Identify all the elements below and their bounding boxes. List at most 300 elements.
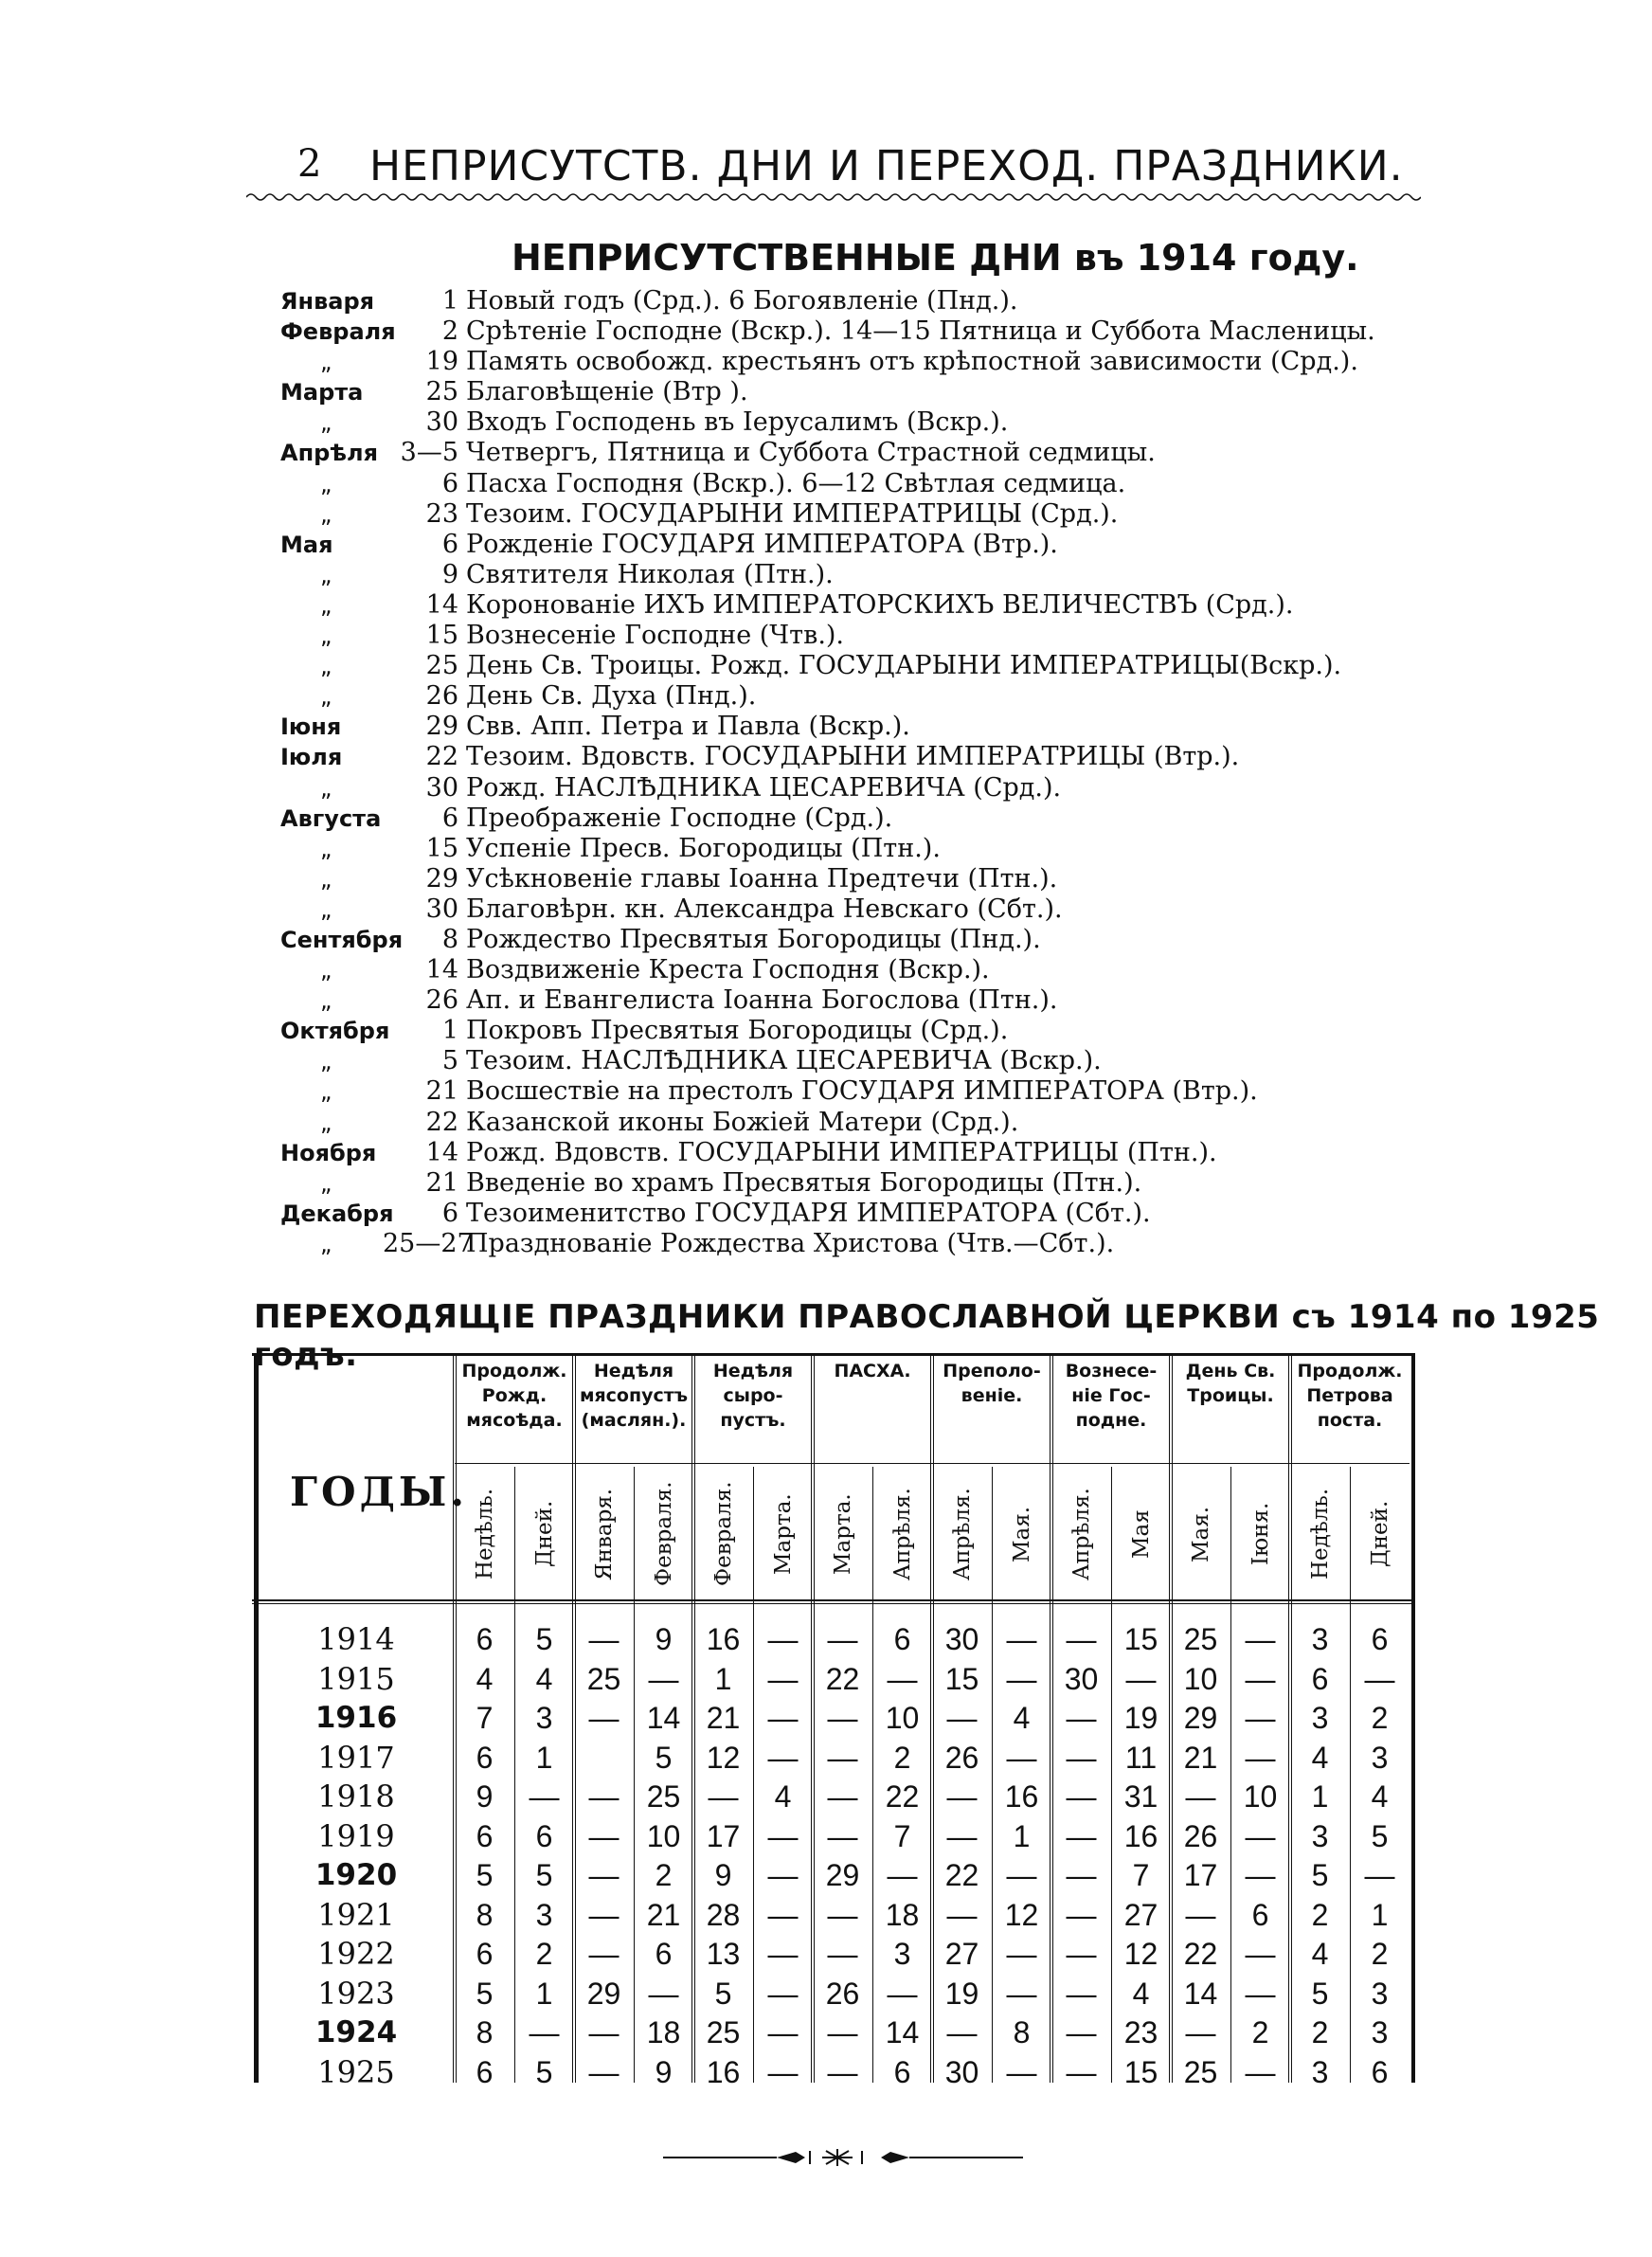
table-cell: 15 bbox=[1123, 1622, 1158, 1656]
table-cell: 3 bbox=[893, 1937, 911, 1971]
table-cell: 25 bbox=[586, 1661, 621, 1696]
nonworking-day: 14 bbox=[425, 1137, 458, 1167]
nonworking-day: 26 bbox=[425, 985, 458, 1016]
group-header-rule bbox=[1171, 1463, 1290, 1464]
table-cell: — bbox=[1066, 1858, 1097, 1892]
nonworking-day: 19 bbox=[425, 347, 458, 377]
group-header-rule bbox=[1051, 1463, 1171, 1464]
nonworking-month: „ bbox=[320, 1230, 332, 1257]
table-cell: 5 bbox=[1311, 1858, 1329, 1892]
table-cell: — bbox=[588, 1897, 620, 1932]
table-cell: 2 bbox=[1251, 2015, 1269, 2049]
nonworking-day: 2 bbox=[441, 316, 458, 347]
nonworking-day: 25 bbox=[425, 377, 458, 407]
table-cell: — bbox=[1066, 1976, 1097, 2011]
nonworking-row bbox=[280, 407, 1464, 438]
year-cell: 1919 bbox=[317, 1817, 395, 1854]
table-cell: — bbox=[1006, 1661, 1037, 1696]
table-cell: 30 bbox=[944, 1622, 979, 1656]
nonworking-month: „ bbox=[320, 1109, 332, 1136]
nonworking-description: Четвергъ, Пятница и Суббота Страстной седмицы. bbox=[466, 438, 1156, 468]
nonworking-description: Срѣтеніе Господне (Вскр.). 14—15 Пятница и Суббота Масленицы. bbox=[466, 316, 1375, 347]
table-cell: 6 bbox=[893, 1622, 911, 1656]
subcolumn-header: Дней. bbox=[531, 1500, 557, 1568]
nonworking-description: Пасха Господня (Вскр.). 6—12 Свѣтлая седмица. bbox=[466, 468, 1126, 498]
table-cell: 12 bbox=[1004, 1897, 1039, 1932]
table-cell: 3 bbox=[1311, 1622, 1329, 1656]
subcolumn-header: Мая. bbox=[1009, 1506, 1034, 1562]
table-cell: 14 bbox=[885, 2015, 920, 2049]
subcolumn-header: Недѣль. bbox=[472, 1488, 497, 1580]
nonworking-month: „ bbox=[320, 623, 332, 650]
table-cell: — bbox=[1185, 1897, 1216, 1932]
table-cell: — bbox=[1066, 1897, 1097, 1932]
nonworking-description: Тезоим. Вдовств. ГОСУДАРЫНИ ИМПЕРАТРИЦЫ (Втр.). bbox=[466, 742, 1240, 772]
year-cell: 1923 bbox=[317, 1975, 395, 2012]
table-cell: 17 bbox=[1183, 1858, 1218, 1892]
table-cell: 9 bbox=[655, 1622, 673, 1656]
table-cell: 9 bbox=[655, 2054, 673, 2089]
table-cell: — bbox=[767, 1622, 799, 1656]
table-top-border bbox=[252, 1353, 1415, 1356]
table-cell: 16 bbox=[1123, 1818, 1158, 1853]
table-cell: — bbox=[529, 1779, 560, 1814]
table-cell: — bbox=[827, 1937, 858, 1971]
table-cell: 5 bbox=[476, 1976, 494, 2011]
nonworking-month: Іюня bbox=[280, 713, 342, 741]
nonworking-month: Февраля bbox=[280, 318, 396, 346]
nonworking-month: Августа bbox=[280, 804, 382, 832]
group-header-rule bbox=[455, 1463, 574, 1464]
table-cell: 4 bbox=[1311, 1740, 1329, 1775]
table-cell: 6 bbox=[476, 1937, 494, 1971]
nonworking-day: 14 bbox=[425, 955, 458, 985]
nonworking-day: 9 bbox=[441, 559, 458, 589]
table-cell: — bbox=[1006, 1740, 1037, 1775]
nonworking-description: Свв. Апп. Петра и Павла (Вскр.). bbox=[466, 712, 910, 742]
nonworking-month: Мая bbox=[280, 531, 333, 558]
nonworking-month: „ bbox=[320, 987, 332, 1015]
nonworking-row bbox=[280, 803, 1464, 834]
table-cell: — bbox=[767, 1701, 799, 1735]
table-cell: 2 bbox=[1371, 1701, 1389, 1735]
table-cell: — bbox=[946, 1779, 978, 1814]
table-cell: — bbox=[1245, 1701, 1276, 1735]
nonworking-day: 22 bbox=[425, 1107, 458, 1137]
year-cell: 1917 bbox=[317, 1739, 395, 1776]
table-cell: 5 bbox=[535, 2054, 553, 2089]
wavy-rule bbox=[246, 191, 1421, 203]
year-cell: 1914 bbox=[317, 1621, 395, 1657]
table-cell: — bbox=[1185, 1779, 1216, 1814]
nonworking-month: „ bbox=[320, 591, 332, 619]
subcolumn-header: Апрѣля. bbox=[949, 1488, 975, 1580]
table-cell: 1 bbox=[714, 1661, 732, 1696]
table-cell: — bbox=[1066, 1622, 1097, 1656]
table-cell: 7 bbox=[893, 1818, 911, 1853]
nonworking-row bbox=[280, 1138, 1464, 1168]
nonworking-row bbox=[280, 834, 1464, 864]
nonworking-row bbox=[280, 1046, 1464, 1076]
nonworking-description: Успеніе Пресв. Богородицы (Птн.). bbox=[466, 833, 941, 863]
nonworking-day: 25 bbox=[425, 651, 458, 681]
table-cell: — bbox=[946, 1701, 978, 1735]
nonworking-month: „ bbox=[320, 470, 332, 497]
table-cell: 1 bbox=[1013, 1818, 1031, 1853]
table-cell: — bbox=[1245, 1661, 1276, 1696]
nonworking-title: НЕПРИСУТСТВЕННЫЕ ДНИ въ 1914 году. bbox=[512, 237, 1359, 279]
nonworking-month: „ bbox=[320, 835, 332, 862]
running-title: НЕПРИСУТСТВ. ДНИ И ПЕРЕХОД. ПРАЗДНИКИ. bbox=[369, 142, 1404, 190]
subcolumn-header: Мая bbox=[1128, 1509, 1154, 1559]
table-cell: 5 bbox=[476, 1858, 494, 1892]
table-cell: 16 bbox=[706, 2054, 741, 2089]
nonworking-description: Память освобожд. крестьянъ отъ крѣпостной зависимости (Срд.). bbox=[466, 347, 1358, 377]
group-header-rule bbox=[932, 1463, 1051, 1464]
table-cell: 30 bbox=[1064, 1661, 1099, 1696]
table-cell: — bbox=[827, 1701, 858, 1735]
nonworking-description: Ап. и Евангелиста Іоанна Богослова (Птн.). bbox=[466, 985, 1058, 1016]
table-cell: 22 bbox=[885, 1779, 920, 1814]
group-header-rule bbox=[813, 1463, 932, 1464]
table-cell: 4 bbox=[535, 1661, 553, 1696]
nonworking-row bbox=[280, 985, 1464, 1016]
table-cell: — bbox=[1185, 2015, 1216, 2049]
nonworking-description: Рожд. Вдовств. ГОСУДАРЫНИ ИМПЕРАТРИЦЫ (Птн.). bbox=[466, 1137, 1217, 1167]
nonworking-row bbox=[280, 925, 1464, 955]
nonworking-row bbox=[280, 955, 1464, 985]
table-cell: 5 bbox=[714, 1976, 732, 2011]
table-cell: — bbox=[588, 1937, 620, 1971]
table-cell: — bbox=[827, 2054, 858, 2089]
table-cell: 8 bbox=[1013, 2015, 1031, 2049]
nonworking-month: Марта bbox=[280, 379, 364, 406]
group-header-rule bbox=[574, 1463, 693, 1464]
table-cell: 14 bbox=[1183, 1976, 1218, 2011]
nonworking-description: Усѣкновеніе главы Іоанна Предтечи (Птн.). bbox=[466, 863, 1058, 894]
nonworking-list bbox=[280, 286, 1464, 1259]
nonworking-description: Воздвиженіе Креста Господня (Вскр.). bbox=[466, 955, 990, 985]
nonworking-row bbox=[280, 1168, 1464, 1199]
table-cell: 8 bbox=[476, 2015, 494, 2049]
nonworking-month: „ bbox=[320, 1169, 332, 1197]
nonworking-row bbox=[280, 286, 1464, 316]
nonworking-day: 25—27 bbox=[383, 1228, 474, 1258]
nonworking-day: 15 bbox=[425, 621, 458, 651]
nonworking-row bbox=[280, 499, 1464, 530]
table-cell: 16 bbox=[1004, 1779, 1039, 1814]
group-header-rule bbox=[1290, 1463, 1410, 1464]
table-cell: 17 bbox=[706, 1818, 741, 1853]
page-number: 2 bbox=[297, 142, 322, 186]
table-cell: 19 bbox=[1123, 1701, 1158, 1735]
table-cell: 26 bbox=[1183, 1818, 1218, 1853]
group-header: Недѣля мясопустъ (маслян.). bbox=[579, 1361, 689, 1431]
table-cell: 19 bbox=[944, 1976, 979, 2011]
table-cell: — bbox=[588, 1818, 620, 1853]
table-cell: — bbox=[529, 2015, 560, 2049]
year-cell: 1918 bbox=[317, 1779, 395, 1815]
table-cell: — bbox=[1245, 1858, 1276, 1892]
table-cell: 6 bbox=[1371, 2054, 1389, 2089]
nonworking-row bbox=[280, 1199, 1464, 1229]
table-cell: — bbox=[1006, 1976, 1037, 2011]
nonworking-row bbox=[280, 712, 1464, 742]
table-cell: 11 bbox=[1124, 1740, 1158, 1775]
nonworking-row bbox=[280, 864, 1464, 894]
table-cell: — bbox=[1125, 1661, 1157, 1696]
nonworking-row bbox=[280, 377, 1464, 407]
nonworking-row bbox=[280, 742, 1464, 772]
table-cell: — bbox=[1006, 1858, 1037, 1892]
table-cell: — bbox=[767, 2054, 799, 2089]
table-cell: 21 bbox=[1183, 1740, 1218, 1775]
group-header: ПАСХА. bbox=[834, 1361, 911, 1381]
table-cell: — bbox=[767, 1937, 799, 1971]
years-header: ГОДЫ. bbox=[290, 1469, 469, 1515]
moveable-feasts-table bbox=[252, 1353, 1415, 2090]
nonworking-row bbox=[280, 347, 1464, 377]
nonworking-month: „ bbox=[320, 1048, 332, 1075]
nonworking-description: Казанской иконы Божіей Матери (Срд.). bbox=[466, 1107, 1019, 1137]
subcolumn-header: Недѣль. bbox=[1307, 1488, 1333, 1580]
year-cell: 1916 bbox=[314, 1701, 398, 1735]
table-cell: 23 bbox=[1123, 2015, 1158, 2049]
table-cell: — bbox=[1245, 2054, 1276, 2089]
table-right-border bbox=[1411, 1353, 1415, 2083]
nonworking-month: „ bbox=[320, 349, 332, 376]
table-cell: — bbox=[1066, 2015, 1097, 2049]
table-cell: 15 bbox=[944, 1661, 979, 1696]
table-cell: — bbox=[1245, 1937, 1276, 1971]
nonworking-month: Октября bbox=[280, 1018, 390, 1045]
table-cell: — bbox=[887, 1976, 918, 2011]
table-cell: 6 bbox=[1371, 1622, 1389, 1656]
nonworking-month: Января bbox=[280, 288, 375, 315]
table-cell: 6 bbox=[1251, 1897, 1269, 1932]
table-cell: 26 bbox=[825, 1976, 860, 2011]
table-cell: 5 bbox=[1371, 1818, 1389, 1853]
table-cell: 3 bbox=[1371, 2015, 1389, 2049]
nonworking-day: 15 bbox=[425, 833, 458, 863]
table-cell: 25 bbox=[1183, 1622, 1218, 1656]
table-cell: — bbox=[946, 1818, 978, 1853]
table-cell: — bbox=[1066, 1740, 1097, 1775]
table-cell: 3 bbox=[1371, 1976, 1389, 2011]
year-cell: 1925 bbox=[317, 2053, 395, 2090]
subcolumn-header: Февраля. bbox=[651, 1481, 676, 1587]
nonworking-description: Тезоименитство ГОСУДАРЯ ИМПЕРАТОРА (Сбт.). bbox=[466, 1198, 1151, 1228]
nonworking-day: 30 bbox=[425, 407, 458, 438]
table-cell: 22 bbox=[825, 1661, 860, 1696]
subcolumn-header: Апрѣля. bbox=[1068, 1488, 1094, 1580]
nonworking-month: „ bbox=[320, 1078, 332, 1106]
table-cell: 2 bbox=[1311, 2015, 1329, 2049]
table-cell: — bbox=[767, 2015, 799, 2049]
table-cell: 4 bbox=[1371, 1779, 1389, 1814]
nonworking-day: 21 bbox=[425, 1167, 458, 1198]
table-cell: 3 bbox=[535, 1897, 553, 1932]
nonworking-day: 30 bbox=[425, 772, 458, 803]
table-cell: — bbox=[767, 1897, 799, 1932]
table-cell: 4 bbox=[1132, 1976, 1150, 2011]
nonworking-month: Іюля bbox=[280, 744, 343, 771]
table-left-border bbox=[254, 1353, 259, 2083]
table-cell: 9 bbox=[476, 1779, 494, 1814]
table-cell: 18 bbox=[646, 2015, 681, 2049]
nonworking-day: 26 bbox=[425, 681, 458, 712]
subcolumn-header: Мая. bbox=[1188, 1506, 1213, 1562]
table-cell: — bbox=[767, 1858, 799, 1892]
table-cell: — bbox=[1364, 1858, 1395, 1892]
table-cell: — bbox=[946, 2015, 978, 2049]
nonworking-row bbox=[280, 1108, 1464, 1138]
nonworking-month: „ bbox=[320, 500, 332, 528]
table-cell: 6 bbox=[476, 1740, 494, 1775]
year-cell: 1915 bbox=[317, 1660, 395, 1697]
subcolumn-header: Марта. bbox=[830, 1493, 855, 1575]
nonworking-description: Тезоим. ГОСУДАРЫНИ ИМПЕРАТРИЦЫ (Срд.). bbox=[466, 498, 1119, 529]
table-cell: — bbox=[1006, 2054, 1037, 2089]
table-cell: 5 bbox=[535, 1622, 553, 1656]
nonworking-month: „ bbox=[320, 683, 332, 711]
year-cell: 1922 bbox=[317, 1936, 395, 1972]
subcolumn-header: Марта. bbox=[770, 1493, 796, 1575]
table-cell: — bbox=[767, 1661, 799, 1696]
nonworking-row bbox=[280, 560, 1464, 590]
table-cell: 30 bbox=[944, 2054, 979, 2089]
table-cell: 2 bbox=[1371, 1937, 1389, 1971]
nonworking-description: Преображеніе Господне (Срд.). bbox=[466, 803, 893, 833]
table-cell: — bbox=[887, 1858, 918, 1892]
table-cell: — bbox=[1066, 1818, 1097, 1853]
table-cell: 18 bbox=[885, 1897, 920, 1932]
nonworking-day: 1 bbox=[441, 286, 458, 316]
table-cell: 1 bbox=[1371, 1897, 1389, 1932]
table-cell: 3 bbox=[1371, 1740, 1389, 1775]
table-cell: 3 bbox=[535, 1701, 553, 1735]
table-cell: — bbox=[1066, 1701, 1097, 1735]
nonworking-day: 30 bbox=[425, 894, 458, 924]
table-cell: 22 bbox=[1183, 1937, 1218, 1971]
table-cell: 6 bbox=[476, 1818, 494, 1853]
nonworking-description: Рожд. НАСЛѢДНИКА ЦЕСАРЕВИЧА (Срд.). bbox=[466, 772, 1062, 803]
year-cell: 1924 bbox=[314, 2015, 398, 2049]
nonworking-day: 6 bbox=[441, 468, 458, 498]
table-cell: — bbox=[648, 1976, 679, 2011]
nonworking-row bbox=[280, 316, 1464, 347]
nonworking-month: Декабря bbox=[280, 1200, 394, 1227]
table-cell: 4 bbox=[1311, 1937, 1329, 1971]
table-cell: 7 bbox=[476, 1701, 494, 1735]
year-cell: 1920 bbox=[314, 1858, 398, 1892]
table-cell: — bbox=[827, 1818, 858, 1853]
table-cell: — bbox=[946, 1897, 978, 1932]
table-cell: — bbox=[588, 1701, 620, 1735]
nonworking-row bbox=[280, 438, 1464, 468]
nonworking-month: „ bbox=[320, 561, 332, 588]
group-header-rule bbox=[693, 1463, 813, 1464]
subcolumn-header: Января. bbox=[591, 1488, 617, 1580]
table-cell: — bbox=[887, 1661, 918, 1696]
moveable-title: ПЕРЕХОДЯЩІЕ ПРАЗДНИКИ ПРАВОСЛАВНОЙ ЦЕРКВИ съ 1914 по 1925 годъ. bbox=[254, 1298, 1600, 1374]
table-cell: 13 bbox=[706, 1937, 741, 1971]
ornament-divider bbox=[663, 2143, 1023, 2172]
nonworking-day: 6 bbox=[441, 1198, 458, 1228]
nonworking-row bbox=[280, 530, 1464, 560]
nonworking-day: 8 bbox=[441, 924, 458, 954]
nonworking-row bbox=[280, 894, 1464, 925]
table-cell: — bbox=[827, 1622, 858, 1656]
nonworking-description: Рождество Пресвятыя Богородицы (Пнд.). bbox=[466, 924, 1041, 954]
table-cell: 4 bbox=[1013, 1701, 1031, 1735]
nonworking-row bbox=[280, 681, 1464, 712]
table-cell: 3 bbox=[1311, 1818, 1329, 1853]
nonworking-description: Благовѣщеніе (Втр ). bbox=[466, 377, 748, 407]
table-cell: 27 bbox=[944, 1937, 979, 1971]
table-cell: — bbox=[1245, 1622, 1276, 1656]
table-cell: — bbox=[588, 1779, 620, 1814]
nonworking-description: Входъ Господень въ Іерусалимъ (Вскр.). bbox=[466, 407, 1009, 438]
table-cell: 22 bbox=[944, 1858, 979, 1892]
table-cell: 12 bbox=[706, 1740, 741, 1775]
subcolumn-header: Дней. bbox=[1367, 1500, 1392, 1568]
table-cell: 5 bbox=[535, 1858, 553, 1892]
subcolumn-header: Февраля. bbox=[710, 1481, 736, 1587]
table-cell: 31 bbox=[1123, 1779, 1158, 1814]
nonworking-row bbox=[280, 1016, 1464, 1046]
table-cell: 21 bbox=[646, 1897, 681, 1932]
table-cell: 15 bbox=[1123, 2054, 1158, 2089]
nonworking-month: „ bbox=[320, 957, 332, 984]
table-cell: 7 bbox=[1132, 1858, 1150, 1892]
running-header bbox=[246, 142, 1421, 199]
table-cell: 12 bbox=[1123, 1937, 1158, 1971]
nonworking-day: 5 bbox=[441, 1046, 458, 1076]
table-cell: 29 bbox=[586, 1976, 621, 2011]
table-cell: 1 bbox=[535, 1740, 553, 1775]
nonworking-day: 3—5 bbox=[400, 438, 458, 468]
table-cell: 28 bbox=[706, 1897, 741, 1932]
table-cell: — bbox=[1245, 1818, 1276, 1853]
group-header: Продолж. Петрова поста. bbox=[1297, 1361, 1403, 1431]
table-cell: — bbox=[827, 1897, 858, 1932]
nonworking-day: 23 bbox=[425, 498, 458, 529]
table-cell: — bbox=[1066, 1779, 1097, 1814]
table-header-rule-inner bbox=[252, 1603, 1415, 1604]
nonworking-description: Рожденіе ГОСУДАРЯ ИМПЕРАТОРА (Втр.). bbox=[466, 529, 1058, 559]
table-cell: 10 bbox=[885, 1701, 920, 1735]
nonworking-row bbox=[280, 773, 1464, 803]
nonworking-row bbox=[280, 590, 1464, 621]
nonworking-day: 29 bbox=[425, 712, 458, 742]
table-cell: — bbox=[588, 1858, 620, 1892]
nonworking-description: Святителя Николая (Птн.). bbox=[466, 559, 834, 589]
table-cell: 6 bbox=[535, 1818, 553, 1853]
table-cell: 10 bbox=[1243, 1779, 1278, 1814]
nonworking-month: „ bbox=[320, 653, 332, 680]
table-cell: — bbox=[1245, 1740, 1276, 1775]
group-header: Преполо-веніе. bbox=[943, 1361, 1041, 1406]
table-cell: 2 bbox=[893, 1740, 911, 1775]
nonworking-month: „ bbox=[320, 895, 332, 923]
table-cell: 10 bbox=[1183, 1661, 1218, 1696]
table-cell: 2 bbox=[535, 1937, 553, 1971]
nonworking-description: День Св. Духа (Пнд.). bbox=[466, 681, 757, 712]
nonworking-day: 21 bbox=[425, 1076, 458, 1107]
nonworking-row bbox=[280, 1229, 1464, 1259]
table-cell: 6 bbox=[1311, 1661, 1329, 1696]
